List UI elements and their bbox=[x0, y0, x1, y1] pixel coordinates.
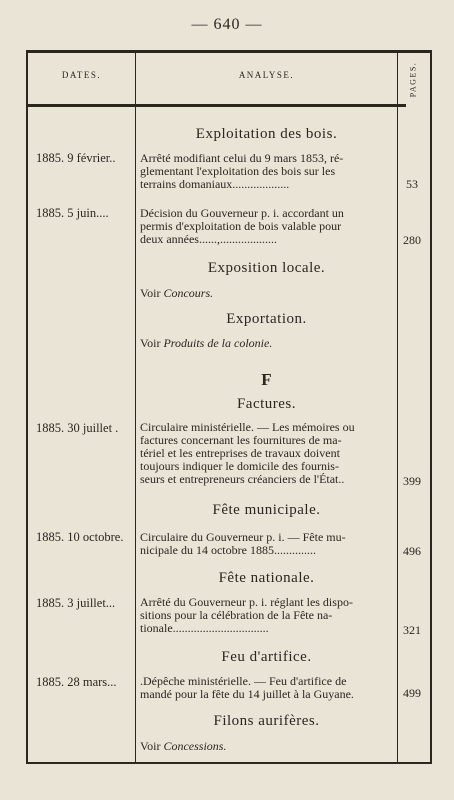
entry-date: 1885. 3 juillet... bbox=[36, 596, 116, 610]
letter-heading: F bbox=[261, 370, 272, 389]
header-dates: DATES. bbox=[61, 70, 102, 80]
entry-line: .Dépêche ministérielle. — Feu d'artifice de bbox=[140, 674, 347, 688]
entry-page: 499 bbox=[403, 686, 421, 700]
section-title-factures: Factures. bbox=[236, 396, 297, 412]
entry-line: Circulaire ministérielle. — Les mémoires ou bbox=[140, 420, 355, 434]
see-also-ref: Concours. bbox=[163, 286, 214, 300]
entry-line: deux années......,................... bbox=[140, 232, 277, 246]
section-title-filons: Filons aurifères. bbox=[213, 713, 320, 729]
section-title-feu: Feu d'artifice. bbox=[221, 649, 312, 665]
entry-text bbox=[140, 596, 392, 635]
entry-line: sitions pour la célébration de la Fête na- bbox=[140, 608, 333, 622]
see-also bbox=[140, 286, 392, 301]
entry-line: Arrêté modifiant celui du 9 mars 1853, ré- bbox=[140, 151, 344, 165]
entry-date: 1885. 5 juin.... bbox=[36, 206, 109, 220]
entry-page: 496 bbox=[403, 544, 421, 558]
entry-page: 321 bbox=[403, 623, 421, 637]
section-title-fete-nationale: Fête nationale. bbox=[218, 570, 315, 586]
section-title-fete-municipale: Fête municipale. bbox=[212, 502, 321, 518]
see-also-label: Voir bbox=[140, 739, 161, 753]
entry-text bbox=[140, 421, 392, 486]
entry-line: seurs et entrepreneurs créanciers de l'État.. bbox=[140, 472, 345, 486]
header-pages-label: PAGES. bbox=[408, 61, 418, 97]
see-also bbox=[140, 336, 392, 351]
entry-date: 1885. 9 février.. bbox=[36, 151, 116, 165]
entry-date: 1885. 30 juillet . bbox=[36, 421, 119, 435]
see-also bbox=[140, 739, 392, 754]
see-also-ref: Produits de la colonie. bbox=[163, 336, 273, 350]
header-analyse: ANALYSE. bbox=[238, 70, 295, 80]
entry-line: Circulaire du Gouverneur p. i. — Fête mu- bbox=[140, 530, 346, 544]
entry-text bbox=[140, 152, 392, 191]
entry-line: tionale................................ bbox=[140, 621, 269, 635]
entry-page: 399 bbox=[403, 474, 421, 488]
entry-line: glementant l'exploitation des bois sur les bbox=[140, 164, 336, 178]
bottom-rule bbox=[26, 762, 432, 764]
entry-line: tériel et les entreprises de travaux doivent bbox=[140, 446, 340, 460]
entry-line: Décision du Gouverneur p. i. accordant un bbox=[140, 206, 344, 220]
entry-page: 280 bbox=[403, 233, 421, 247]
entry-date: 1885. 28 mars... bbox=[36, 675, 117, 689]
section-title-exploitation: Exploitation des bois. bbox=[195, 126, 338, 142]
column-divider-pages bbox=[397, 53, 398, 762]
header-rule bbox=[26, 104, 406, 107]
section-title-exposition: Exposition locale. bbox=[207, 260, 326, 276]
entry-line: terrains domaniaux................... bbox=[140, 177, 290, 191]
see-also-label: Voir bbox=[140, 336, 161, 350]
header-pages bbox=[398, 55, 428, 103]
section-title-exportation: Exportation. bbox=[226, 311, 307, 327]
entry-line: toujours indiquer le domicile des fournis- bbox=[140, 459, 339, 473]
entry-text bbox=[140, 675, 392, 701]
entry-line: nicipale du 14 octobre 1885.............. bbox=[140, 543, 316, 557]
see-also-ref: Concessions. bbox=[163, 739, 227, 753]
entry-line: mandé pour la fête du 14 juillet à la Guyane. bbox=[140, 687, 354, 701]
entry-text bbox=[140, 531, 392, 557]
entry-date: 1885. 10 octobre. bbox=[36, 530, 124, 544]
page-number: — 640 — bbox=[191, 16, 263, 33]
entry-page: 53 bbox=[406, 177, 418, 191]
entry-line: factures concernant les fournitures de ma- bbox=[140, 433, 342, 447]
entry-line: Arrêté du Gouverneur p. i. réglant les dispo- bbox=[140, 595, 353, 609]
see-also-label: Voir bbox=[140, 286, 161, 300]
entry-line: permis d'exploitation de bois valable pour bbox=[140, 219, 342, 233]
entry-text bbox=[140, 207, 392, 246]
